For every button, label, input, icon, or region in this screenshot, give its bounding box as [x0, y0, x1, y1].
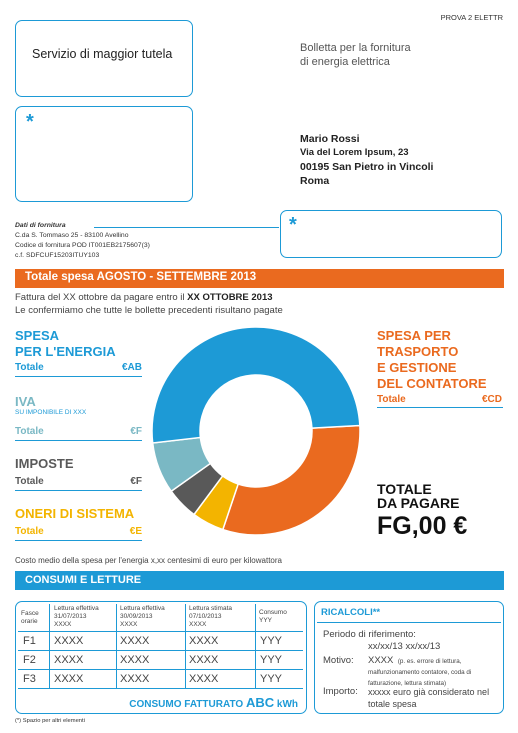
imposte-underline: [15, 490, 142, 491]
row-reading-3: XXXX: [189, 673, 219, 685]
service-label: Servizio di maggior tutela: [32, 47, 173, 61]
header-reading-2-l1: Lettura effettiva: [120, 605, 165, 612]
donut-slice-1: [223, 426, 360, 535]
consumi-bar: [15, 571, 504, 590]
header-consumo-l2: YYY: [259, 617, 273, 624]
energy-total-value: €AB: [121, 362, 142, 373]
header-reading-1-l1: Lettura effettiva: [54, 605, 99, 612]
supply-line2: Codice di fornitura POD IT001EB2175607(3): [15, 242, 150, 249]
imposte-total-value: €F: [130, 476, 142, 487]
oneri-title: ONERI DI SISTEMA: [15, 506, 135, 521]
customer-address: [300, 132, 433, 188]
bill-title-line2: di energia elettrica: [300, 56, 390, 68]
consumo-fatturato: [129, 695, 298, 710]
ricalcoli-box: [314, 601, 504, 714]
energy-title-line2: PER L'ENERGIA: [15, 344, 116, 359]
iva-subtitle: SU IMPONIBILE DI XXX: [15, 409, 87, 416]
header-consumo-l1: Consumo: [259, 609, 287, 616]
customer-city: Roma: [300, 175, 330, 187]
row-divider: [18, 650, 303, 651]
footnote: (*) Spazio per altri elementi: [15, 718, 85, 724]
ricalcoli-motivo-note: (p. es. errore di lettura, malfunzionamento contatore, coda di fatturazione, lettura stimata): [368, 658, 472, 687]
header-reading-3-l3: XXXX: [189, 621, 207, 628]
invoice-line2: Le confermiamo che tutte le bollette precedenti risultano pagate: [15, 305, 283, 316]
header-reading-3-l2: 07/10/2013: [189, 613, 222, 620]
row-consumo: YYY: [260, 673, 283, 685]
transport-title-line1: SPESA PER: [377, 328, 451, 343]
ricalcoli-motivo-label: Motivo:: [323, 655, 354, 666]
row-reading-3: XXXX: [189, 654, 219, 666]
col-divider: [49, 604, 50, 689]
header-reading-3-l1: Lettura stimata: [189, 605, 232, 612]
row-reading-2: XXXX: [120, 673, 150, 685]
grand-total: [377, 482, 467, 541]
consumo-fatturato-value: ABC: [245, 695, 275, 710]
supply-connector-line: [94, 227, 279, 228]
invoice-line1: Fattura del XX ottobre da pagare entro il: [15, 292, 185, 303]
asterisk-icon: *: [26, 111, 34, 133]
row-reading-1: XXXX: [54, 635, 84, 647]
energy-total-label: Totale: [15, 362, 44, 373]
energy-underline: [15, 376, 142, 377]
transport-title: [377, 328, 487, 392]
bill-title-line1: Bolletta per la fornitura: [300, 42, 411, 54]
ricalcoli-motivo-code: XXXX: [368, 655, 394, 666]
transport-title-line2: TRASPORTO: [377, 344, 459, 359]
donut-slice-0: [152, 327, 360, 443]
bill-title: [300, 41, 411, 69]
imposte-total-label: Totale: [15, 476, 44, 487]
supply-title: Dati di fornitura: [15, 222, 66, 229]
invoice-due-date: XX OTTOBRE 2013: [187, 292, 273, 303]
row-consumo: YYY: [260, 654, 283, 666]
total-bar-title: Totale spesa AGOSTO - SETTEMBRE 2013: [25, 271, 257, 283]
row-reading-2: XXXX: [120, 654, 150, 666]
supply-line3: c.f. SDFCUF15203ITUY103: [15, 252, 100, 259]
iva-title: IVA: [15, 394, 36, 409]
ricalcoli-importo-value: xxxxx euro già considerato nel totale spesa: [368, 687, 490, 709]
ricalcoli-title-underline: [317, 622, 501, 623]
header-fasce: [21, 610, 39, 626]
iva-underline: [15, 440, 142, 441]
ricalcoli-importo-label: Importo:: [323, 686, 358, 697]
transport-title-line3: E GESTIONE: [377, 360, 457, 375]
transport-underline: [377, 407, 503, 408]
header-reading-2-l3: XXXX: [120, 621, 138, 628]
average-cost-note: Costo medio della spesa per l'energia x,xx centesimi di euro per kilowattora: [15, 556, 282, 565]
row-consumo: YYY: [260, 635, 283, 647]
header-reading-1-l2: 31/07/2013: [54, 613, 87, 620]
oneri-total-value: €E: [129, 526, 142, 537]
header-fasce-l1: Fasce: [21, 610, 39, 617]
imposte-title: IMPOSTE: [15, 456, 74, 471]
iva-total-value: €F: [130, 426, 142, 437]
oneri-total-label: Totale: [15, 526, 44, 537]
row-divider: [18, 631, 303, 632]
header-reading-2: [120, 605, 165, 629]
col-divider: [185, 604, 186, 689]
row-band: F1: [23, 635, 36, 647]
row-reading-1: XXXX: [54, 654, 84, 666]
cost-breakdown-donut: [150, 325, 362, 537]
energy-title: [15, 328, 116, 360]
header-reading-1-l3: XXXX: [54, 621, 72, 628]
extra-elements-box-2: [280, 210, 502, 258]
row-band: F2: [23, 654, 36, 666]
row-reading-3: XXXX: [189, 635, 219, 647]
row-band: F3: [23, 673, 36, 685]
consumi-table-box: [15, 601, 307, 714]
oneri-underline: [15, 540, 142, 541]
grand-total-line1: TOTALE: [377, 481, 432, 497]
asterisk-icon: *: [289, 214, 297, 236]
ricalcoli-period-value: xx/xx/13 xx/xx/13: [368, 641, 441, 652]
transport-total-value: €CD: [481, 394, 502, 405]
ricalcoli-title: RICALCOLI**: [321, 607, 381, 618]
energy-title-line1: SPESA: [15, 328, 60, 343]
col-divider: [116, 604, 117, 689]
row-reading-2: XXXX: [120, 635, 150, 647]
customer-name: Mario Rossi: [300, 133, 360, 145]
extra-elements-box: [15, 106, 193, 202]
header-reading-3: [189, 605, 232, 629]
row-reading-1: XXXX: [54, 673, 84, 685]
transport-title-line4: DEL CONTATORE: [377, 376, 487, 391]
transport-total-label: Totale: [377, 394, 406, 405]
header-consumo: [259, 609, 287, 625]
header-reading-2-l2: 30/09/2013: [120, 613, 153, 620]
customer-address-line2: 00195 San Pietro in Vincoli: [300, 161, 434, 173]
row-divider: [18, 669, 303, 670]
ricalcoli-motivo-value: [368, 655, 500, 688]
service-box: [15, 20, 193, 97]
invoice-info: [15, 291, 283, 317]
consumo-fatturato-unit: kWh: [276, 699, 298, 710]
consumi-bar-title: CONSUMI E LETTURE: [25, 574, 142, 586]
col-divider: [255, 604, 256, 689]
header-reading-1: [54, 605, 99, 629]
ricalcoli-period-label: Periodo di riferimento:: [323, 629, 416, 640]
total-bar: [15, 269, 504, 288]
document-code: PROVA 2 ELETTR: [440, 13, 503, 22]
consumo-fatturato-label: CONSUMO FATTURATO: [129, 699, 244, 710]
supply-line1: C.da S. Tommaso 25 - 83100 Avellino: [15, 232, 129, 239]
header-fasce-l2: orarie: [21, 618, 38, 625]
iva-total-label: Totale: [15, 426, 44, 437]
customer-address-line1: Via del Lorem Ipsum, 23: [300, 147, 409, 158]
row-divider: [18, 688, 303, 689]
grand-total-value: FG,00 €: [377, 512, 468, 540]
grand-total-line2: DA PAGARE: [377, 495, 460, 511]
